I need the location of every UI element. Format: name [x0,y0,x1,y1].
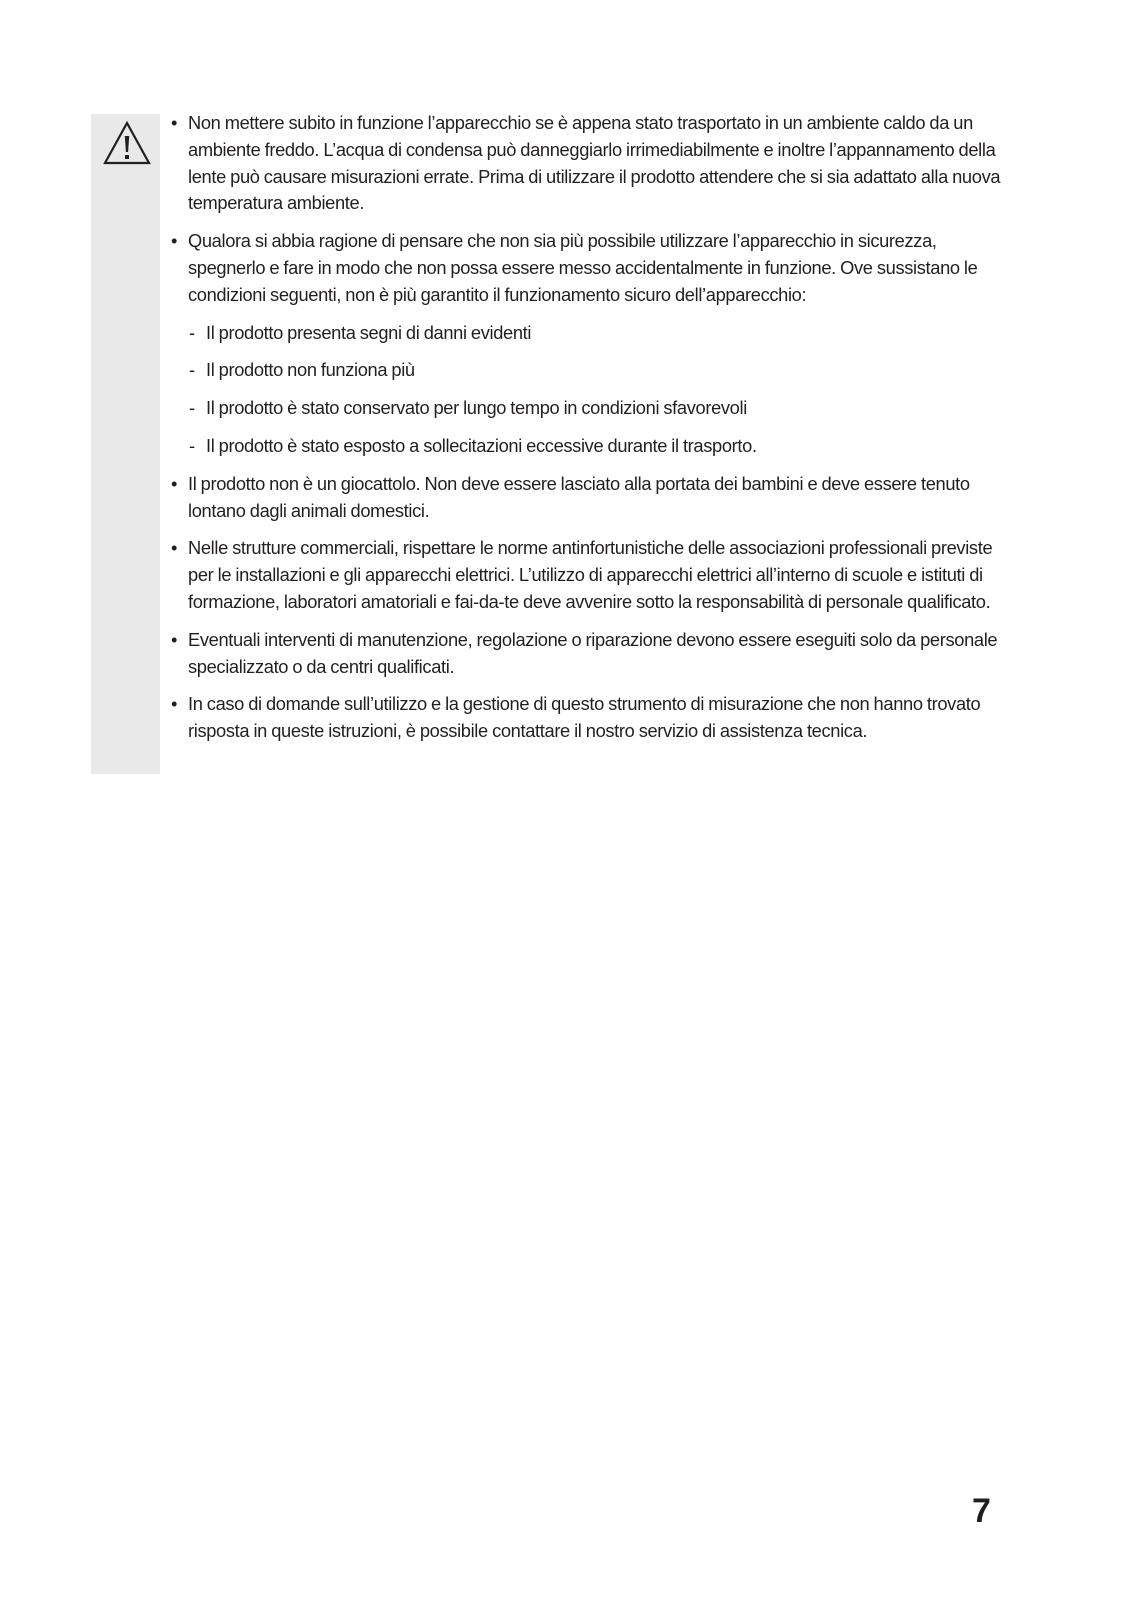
list-item-text: Il prodotto non è un giocattolo. Non deve essere lasciato alla portata dei bambini e deve essere tenuto lontano dagli animali domestici. [188,472,970,521]
list-item [171,471,1006,525]
bullet-marker: • [171,230,178,252]
list-item-text: In caso di domande sull’utilizzo e la gestione di questo strumento di misurazione che non hanno trovato risposta in queste istruzioni, è possibile contattare il nostro servizio di assistenza tecnica. [188,693,981,742]
warning-triangle-icon [102,120,152,166]
dash-marker: - [189,359,195,381]
list-item [171,110,1006,217]
dash-marker: - [189,321,195,343]
sub-list-item [171,357,1006,384]
list-item [171,627,1006,681]
list-item-text: Non mettere subito in funzione l’apparecchio se è appena stato trasportato in un ambiente caldo da un ambiente freddo. L’acqua di condensa può danneggiarlo irrimediabilmente e inoltre l’appannamento della lente può causare misurazioni errate. Prima di utilizzare il prodotto attendere che si sia adattato alla nuova temperatura ambiente. [188,112,1001,214]
sub-list-item-text: Il prodotto è stato esposto a sollecitazioni eccessive durante il trasporto. [206,434,757,456]
sub-list-item [171,433,1006,460]
sub-list-item [171,395,1006,422]
list-item-text: Qualora si abbia ragione di pensare che non sia più possibile utilizzare l’apparecchio in sicurezza, spegnerlo e fare in modo che non possa essere messo accidentalmente in funzione. Ove sussistano le condizioni seguenti, non è più garantito il funzionamento sicuro dell’apparecchio: [188,230,978,305]
bullet-marker: • [171,112,178,133]
sub-list-item-text: Il prodotto è stato conservato per lungo tempo in condizioni sfavorevoli [206,397,747,419]
warning-sidebar [91,114,160,774]
list-item [171,535,1006,615]
page-number: 7 [972,1492,991,1530]
list-item [171,228,1006,308]
dash-marker: - [189,397,195,419]
safety-instructions [171,110,1006,756]
bullet-marker: • [171,472,178,494]
sub-list-item-text: Il prodotto presenta segni di danni evidenti [206,321,532,343]
bullet-marker: • [171,693,178,715]
dash-marker: - [189,434,195,456]
list-item-text: Eventuali interventi di manutenzione, regolazione o riparazione devono essere eseguiti solo da personale specializzato o da centri qualificati. [188,628,998,677]
list-item [171,691,1006,745]
bullet-marker: • [171,537,178,559]
sub-list-item [171,320,1006,347]
list-item-text: Nelle strutture commerciali, rispettare le norme antinfortunistiche delle associazioni professionali previste per le installazioni e gli apparecchi elettrici. L’utilizzo di apparecchi elettrici all’interno di scuole e istituti di formazione, laboratori amatoriali e fai-da-te deve avvenire sotto la responsabilità di personale qualificato. [188,537,993,612]
sub-list-item-text: Il prodotto non funziona più [206,359,415,381]
bullet-marker: • [171,628,178,650]
